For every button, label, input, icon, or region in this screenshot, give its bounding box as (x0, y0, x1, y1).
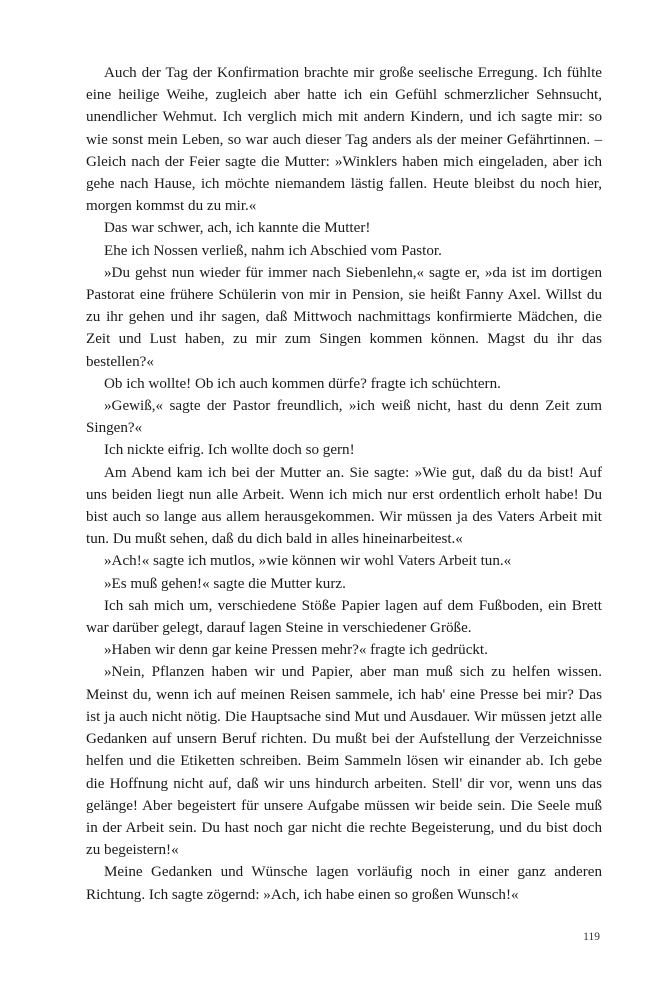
paragraph: Ehe ich Nossen verließ, nahm ich Abschied vom Pastor. (104, 242, 442, 259)
paragraph: »Du gehst nun wieder für immer nach Siebenlehn,« sagte er, »da ist im dortigen Pastorat eine frühere Schülerin von mir in Pension, sie heißt Fanny Axel. Willst du zu ihr gehen und ihr sagen, daß Mittwoch nachmittags konfirmierte Mädchen, die Zeit und Lust haben, zu mir zum Singen kommen können. Magst du ihr das bestellen?« (86, 264, 602, 370)
paragraph: Meine Gedanken und Wünsche lagen vorläufig noch in einer ganz anderen Richtung. Ich sagte zögernd: »Ach, ich habe einen so großen Wunsch!« (86, 864, 602, 903)
page-number: 119 (583, 931, 600, 943)
paragraph: »Nein, Pflanzen haben wir und Papier, aber man muß sich zu helfen wissen. Meinst du, wenn ich auf meinen Reisen sammele, ich hab' eine Presse bei mir? Das ist ja auch nicht nötig. Die Hauptsache sind Mut und Ausdauer. Wir müssen jetzt alle Gedanken auf unsern Beruf richten. Du mußt bei der Aufstellung der Verzeichnisse helfen und die Etiketten schreiben. Beim Sammeln lösen wir einander ab. Ich gebe die Hoffnung nicht auf, daß wir uns hindurch arbeiten. Stell' dir vor, wenn uns das gelänge! Aber begeistert für unsere Aufgabe müssen wir beide sein. Die Seele muß in der Arbeit sein. Du hast noch gar nicht die rechte Begeisterung, und du bist doch zu begeistern!« (86, 664, 602, 859)
paragraph: Ich sah mich um, verschiedene Stöße Papier lagen auf dem Fußboden, ein Brett war darüber gelegt, darauf lagen Steine in verschiedener Größe. (86, 597, 602, 637)
paragraph: »Es muß gehen!« sagte die Mutter kurz. (104, 575, 346, 592)
paragraph: »Haben wir denn gar keine Pressen mehr?« fragte ich gedrückt. (104, 642, 488, 659)
paragraph: Das war schwer, ach, ich kannte die Mutter! (104, 220, 371, 237)
paragraph: Auch der Tag der Konfirmation brachte mir große seelische Erregung. Ich fühlte eine heilige Weihe, zugleich aber hatte ich ein Gefühl schmerzlicher Sehnsucht, unendlicher Wehmut. Ich verglich mich mit andern Kindern, und ich sagte mir: so wie sonst mein Leben, so war auch dieser Tag anders als der meiner Gefährtinnen. – Gleich nach der Feier sagte die Mutter: »Winklers haben mich eingeladen, aber ich gehe nach Hause, ich möchte niemandem lästig fallen. Heute bleibst du noch hier, morgen kommst du zu mir.« (86, 65, 602, 215)
paragraph: »Gewiß,« sagte der Pastor freundlich, »ich weiß nicht, hast du denn Zeit zum Singen?« (86, 398, 602, 437)
paragraph: Ob ich wollte! Ob ich auch kommen dürfe? fragte ich schüchtern. (104, 375, 501, 392)
paragraph: Ich nickte eifrig. Ich wollte doch so gern! (104, 442, 355, 459)
paragraph: Am Abend kam ich bei der Mutter an. Sie sagte: »Wie gut, daß du da bist! Auf uns beiden liegt nun alle Arbeit. Wenn ich mich nur erst ordentlich erholt habe! Du bist auch so lange aus allem herausgekommen. Wir müssen ja des Vaters Arbeit mit tun. Du mußt sehen, daß du dich bald in alles hineinarbeitest.« (86, 464, 602, 548)
book-page-text (86, 62, 602, 906)
paragraph: »Ach!« sagte ich mutlos, »wie können wir wohl Vaters Arbeit tun.« (104, 553, 512, 570)
